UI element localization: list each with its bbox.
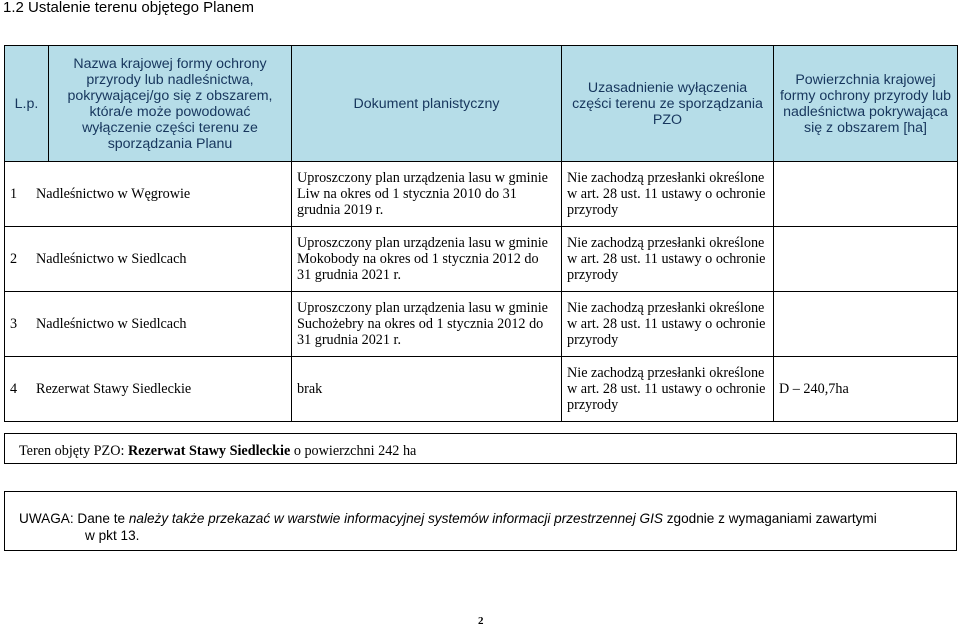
header-lp: L.p. <box>5 46 49 162</box>
plan-area-table <box>4 45 958 422</box>
row-justification: Nie zachodzą przesłanki określone w art. 28 ust. 11 ustawy o ochronie przyrody <box>562 162 774 227</box>
row-name-cell <box>5 292 292 357</box>
row-justification: Nie zachodzą przesłanki określone w art. 28 ust. 11 ustawy o ochronie przyrody <box>562 292 774 357</box>
pzo-area-box <box>4 433 957 464</box>
row-document: Uproszczony plan urządzenia lasu w gminie Mokobody na okres od 1 stycznia 2012 do 31 grudnia 2021 r. <box>292 227 562 292</box>
row-name-cell <box>5 162 292 227</box>
note-text-italic: należy także przekazać w warstwie informacyjnej systemów informacji przestrzennej GIS <box>128 511 663 526</box>
row-number: 3 <box>10 316 18 332</box>
row-name: Nadleśnictwo w Siedlcach <box>36 316 187 332</box>
note-box <box>4 491 957 551</box>
row-number: 4 <box>10 381 18 397</box>
row-justification: Nie zachodzą przesłanki określone w art. 28 ust. 11 ustawy o ochronie przyrody <box>562 357 774 422</box>
section-heading: 1.2 Ustalenie terenu objętego Planem <box>3 0 255 16</box>
row-number: 2 <box>10 251 18 267</box>
pzo-name: Rezerwat Stawy Siedleckie <box>127 443 291 459</box>
note-text-before: Dane te <box>77 511 126 526</box>
note-text-after: zgodnie z wymaganiami zawartymi <box>666 511 877 526</box>
table-header-row <box>5 46 958 162</box>
row-name: Rezerwat Stawy Siedleckie <box>36 381 192 397</box>
page-number: 2 <box>478 615 484 627</box>
header-name: Nazwa krajowej formy ochrony przyrody lub nadleśnictwa, pokrywającej/go się z obszarem, która/e może powodować wyłączenie części terenu ze sporządzania Planu <box>49 46 292 162</box>
row-area <box>774 227 958 292</box>
row-area <box>774 292 958 357</box>
row-area: D – 240,7ha <box>774 357 958 422</box>
row-document: Uproszczony plan urządzenia lasu w gminie Suchożebry na okres od 1 stycznia 2012 do 31 grudnia 2021 r. <box>292 292 562 357</box>
note-text-line2: w pkt 13. <box>85 528 140 543</box>
row-name: Nadleśnictwo w Węgrowie <box>36 186 191 202</box>
row-justification: Nie zachodzą przesłanki określone w art. 28 ust. 11 ustawy o ochronie przyrody <box>562 227 774 292</box>
row-document: Uproszczony plan urządzenia lasu w gminie Liw na okres od 1 stycznia 2010 do 31 grudnia 2019 r. <box>292 162 562 227</box>
row-area <box>774 162 958 227</box>
header-document: Dokument planistyczny <box>292 46 562 162</box>
pzo-label: Teren objęty PZO: <box>19 443 125 459</box>
header-area: Powierzchnia krajowej formy ochrony przyrody lub nadleśnictwa pokrywająca się z obszarem [ha] <box>774 46 958 162</box>
row-number: 1 <box>10 186 18 202</box>
note-label: UWAGA: <box>19 511 74 526</box>
table-row <box>5 357 958 422</box>
table-row <box>5 162 958 227</box>
table-row <box>5 292 958 357</box>
pzo-suffix: o powierzchni 242 ha <box>293 443 417 459</box>
row-document: brak <box>292 357 562 422</box>
table-row <box>5 227 958 292</box>
header-justification: Uzasadnienie wyłączenia części terenu ze sporządzania PZO <box>562 46 774 162</box>
row-name-cell <box>5 227 292 292</box>
row-name: Nadleśnictwo w Siedlcach <box>36 251 187 267</box>
row-name-cell <box>5 357 292 422</box>
